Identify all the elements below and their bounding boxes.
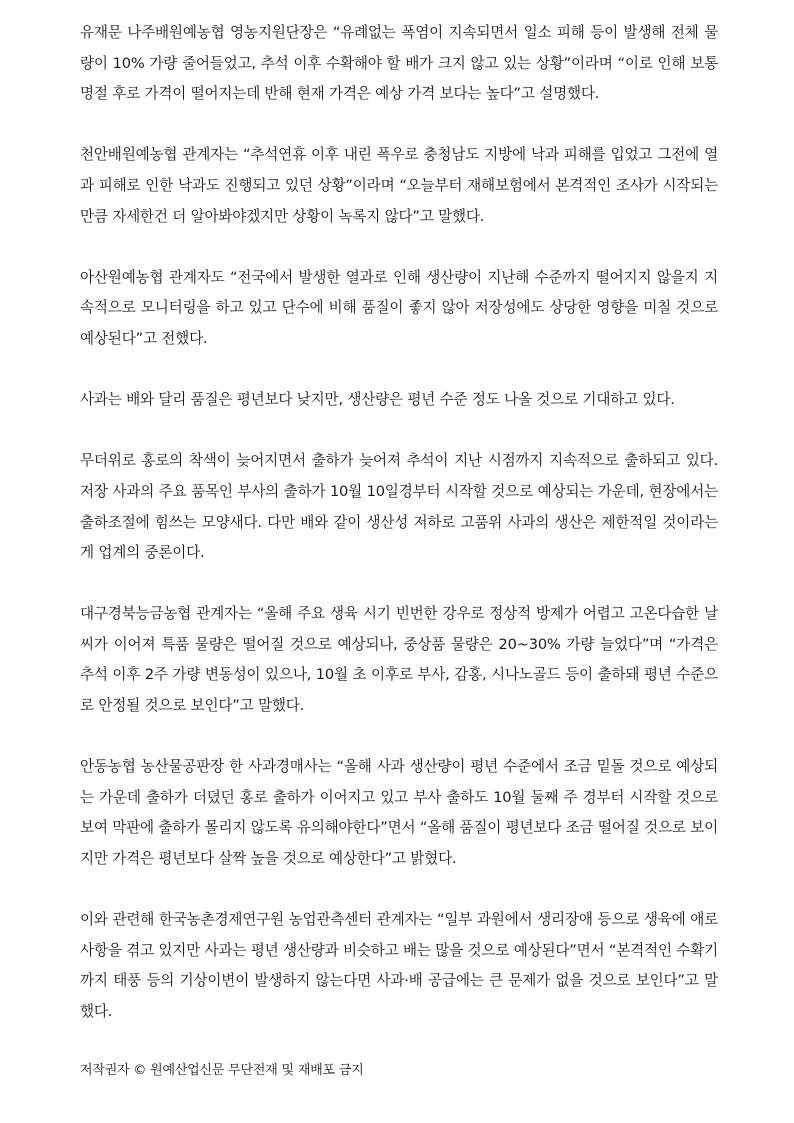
paragraph-pear-cheonan: 천안배원예농협 관계자는 “추석연휴 이후 내린 폭우로 충청남도 지방에 낙과 피해를 입었고 그전에 열과 피해로 인한 낙과도 진행되고 있던 상황”이라며 “오늘부터 재해보험에서 본격적인 조사가 시작되는 만큼 자세한건 더 알아봐야겠지만 상황이 녹록지 않다”고 말했다. bbox=[80, 146, 718, 225]
paragraph-pear-naju: 유재문 나주배원예농협 영농지원단장은 “유례없는 폭염이 지속되면서 일소 피해 등이 발생해 전체 물량이 10% 가량 줄어들었고, 추석 이후 수확해야 할 배가 크지 않고 있는 상황”이라며 “이로 인해 보통 명절 후로 가격이 떨어지는데 반해 현재 가격은 예상 가격 보다는 높다”고 설명했다. bbox=[80, 24, 718, 103]
paragraph-apple-daegu: 대구경북능금농협 관계자는 “올해 주요 생육 시기 빈번한 강우로 정상적 방제가 어렵고 고온다습한 날씨가 이어져 특품 물량은 떨어질 것으로 예상되나, 중상품 물량은 20~30% 가량 늘었다”며 “가격은 추석 이후 2주 가량 변동성이 있으나, 10월 초 이후로 부사, 감홍, 시나노골드 등이 출하돼 평년 수준으로 안정될 것으로 보인다”고 말했다. bbox=[80, 605, 718, 715]
paragraph-apple-outlook: 사과는 배와 달리 품질은 평년보다 낮지만, 생산량은 평년 수준 정도 나올 것으로 기대하고 있다. bbox=[80, 391, 675, 409]
copyright-notice: 저작권자 © 원예산업신문 무단전재 및 재배포 금지 bbox=[80, 1063, 364, 1078]
paragraph-krei-outlook: 이와 관련해 한국농촌경제연구원 농업관측센터 관계자는 “일부 과원에서 생리장애 등으로 생육에 애로사항을 겪고 있지만 사과는 평년 생산량과 비슷하고 배는 많을 것으로 예상된다”면서 “본격적인 수확기까지 태풍 등의 기상이변이 발생하지 않는다면 사과·배 공급에는 큰 문제가 없을 것으로 보인다”고 말했다. bbox=[80, 911, 718, 1020]
paragraph-pear-asan: 아산원예농협 관계자도 “전국에서 발생한 열과로 인해 생산량이 지난해 수준까지 떨어지지 않을지 지속적으로 모니터링을 하고 있고 단수에 비해 품질이 좋지 않아 저장성에도 상당한 영향을 미칠 것으로 예상된다”고 전했다. bbox=[80, 268, 718, 347]
article-body bbox=[80, 18, 718, 1058]
paragraph-apple-shipping: 무더위로 홍로의 착색이 늦어지면서 출하가 늦어져 추석이 지난 시점까지 지속적으로 출하되고 있다. 저장 사과의 주요 품목인 부사의 출하가 10월 10일경부터 시작할 것으로 예상되는 가운데, 현장에서는 출하조절에 힘쓰는 모양새다. 다만 배와 같이 생산성 저하로 고품위 사과의 생산은 제한적일 것이라는 게 업계의 중론이다. bbox=[80, 452, 718, 562]
paragraph-apple-andong: 안동농협 농산물공판장 한 사과경매사는 “올해 사과 생산량이 평년 수준에서 조금 밑돌 것으로 예상되는 가운데 출하가 더뎠던 홍로 출하가 이어지고 있고 부사 출하도 10월 둘째 주 경부터 시작할 것으로 보여 막판에 출하가 몰리지 않도록 유의해야한다”면서 “올해 품질이 평년보다 조금 떨어질 것으로 보이지만 가격은 평년보다 살짝 높을 것으로 예상한다”고 밝혔다. bbox=[80, 758, 718, 868]
